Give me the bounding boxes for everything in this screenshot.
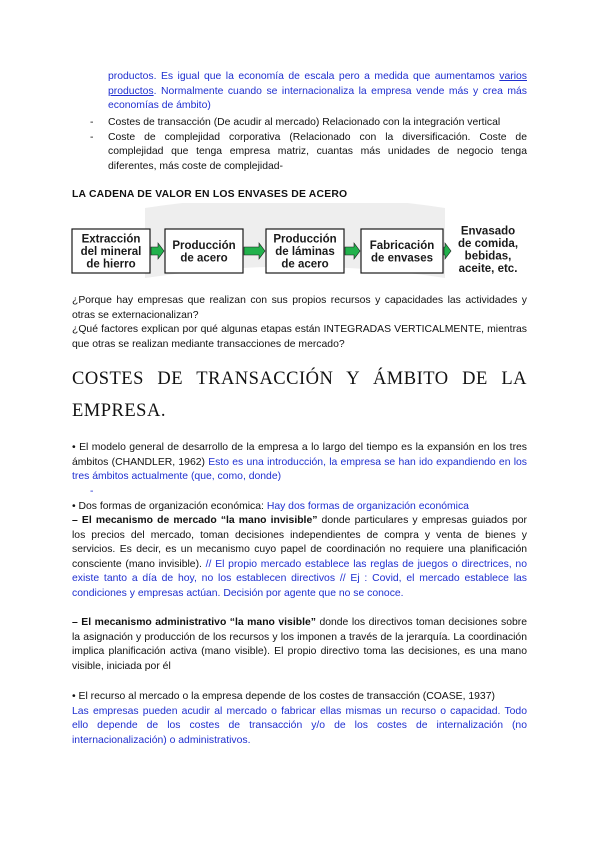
chain-step-label: de acero — [281, 258, 329, 271]
paragraph-text: donde particulares y empresas guiados por los precios del mercado, toman decisiones independientes de compra y venta de bienes y servicios. Es decir, es un mecanismo cuyo papel de coordinación no requiere una planificación consciente (mano invisible). — [72, 515, 527, 570]
page-heading — [72, 363, 527, 427]
list-item — [90, 131, 527, 175]
section-title: LA CADENA DE VALOR EN LOS ENVASES DE ACERO — [72, 189, 348, 200]
chain-step-label: Extracción — [81, 233, 141, 246]
top-paragraph-underlined: varios productos — [108, 71, 527, 97]
paragraph-coase — [72, 690, 527, 748]
chain-step-label: del mineral — [80, 246, 142, 258]
heading-line1: COSTES DE TRANSACCIÓN Y ÁMBITO DE LA — [72, 369, 527, 389]
paragraph-text: • Dos formas de organización económica: — [72, 501, 267, 512]
paragraph-text: donde los directivos toman decisiones sobre la asignación y producción de los recursos y los imponen a través de la jerarquía. La coordinación implica planificación activa (mano visible). El propio directivo toma las decisiones, es una mano visible, iniciada por él — [72, 617, 527, 672]
paragraph-text: • El modelo general de desarrollo de la empresa a lo largo del tiempo es la expansión en los tres ámbitos (CHANDLER, 1962) — [72, 442, 527, 468]
paragraph-note: // El propio mercado establece las reglas de juegos o directrices, no existe tanto a día de hoy, no los establecen directivos // Ej : Covid, el mercado establece las condiciones y empresas actúan. Decisión por agente que no se conoce. — [72, 558, 527, 599]
list-item-text: Coste de complejidad corporativa (Relacionado con la diversificación. Coste de complejidad que tenga empresa matriz, cuantas más unidades de negocio tenga diferentes, más coste de complejidad- — [108, 131, 527, 172]
paragraph-administrative — [72, 616, 527, 674]
chain-step-label: Producción — [172, 239, 236, 252]
paragraph-note: Esto es una introducción, la empresa se han ido expandiendo en los tres ámbitos actualmente (que, como, donde) — [72, 456, 527, 483]
heading-line2: EMPRESA. — [72, 401, 166, 421]
value-chain-diagram — [60, 203, 530, 293]
top-paragraph — [108, 70, 527, 114]
top-paragraph-line1: productos. Es igual que la economía de escala pero a medida que aumentamos — [108, 71, 495, 82]
chain-step-label: de envases — [370, 252, 434, 265]
list-dash: - — [90, 117, 94, 128]
chain-step-label: bebidas, — [464, 250, 512, 263]
cost-list — [90, 116, 527, 174]
list-item-text: Costes de transacción (De acudir al mercado) Relacionado con la integración vertical — [108, 117, 501, 128]
paragraph-bold-lead: – El mecanismo administrativo “la mano visible” — [72, 617, 316, 628]
paragraph-text: • El recurso al mercado o la empresa depende de los costes de transacción (COASE, 1937) — [72, 691, 495, 702]
chain-step-label: Producción — [273, 233, 337, 246]
paragraph-chandler — [72, 441, 527, 499]
chain-step-label: Fabricación — [369, 239, 435, 252]
chain-step-label: de láminas — [275, 246, 335, 258]
chain-step-label: de comida, — [457, 237, 519, 250]
chain-step-label: de hierro — [86, 258, 136, 271]
note-dash: - — [90, 485, 94, 497]
question-2: ¿Qué factores explican por qué algunas etapas están INTEGRADAS VERTICALMENTE, mientras que otras se realizan mediante transacciones de mercado? — [72, 324, 527, 350]
paragraph-note: Hay dos formas de organización económica — [266, 501, 469, 512]
paragraph-note: Las empresas pueden acudir al mercado o fabricar ellas mismas un recurso o capacidad. Todo ello depende de los costes de transacción y/o de los costes de internalización (no internacionalización) o administrativos. — [72, 705, 527, 746]
chain-step-label: aceite, etc. — [458, 262, 518, 275]
chain-arrow-icon — [444, 243, 451, 259]
list-item — [90, 116, 527, 131]
chain-step-label: Envasado — [460, 225, 516, 238]
list-dash: - — [90, 131, 94, 143]
paragraph-forms — [72, 500, 527, 515]
top-paragraph-rest: . Normalmente cuando se internacionaliza la empresa vende más y crea más economías de ámbito) — [108, 85, 527, 112]
paragraph-bold-lead: – El mecanismo de mercado “la mano invisible” — [72, 515, 318, 526]
paragraph-market — [72, 514, 527, 602]
question-1: ¿Porque hay empresas que realizan con sus propios recursos y capacidades las actividades y otras se externacionalizan? — [72, 295, 527, 321]
chain-step-label: de acero — [180, 252, 228, 265]
